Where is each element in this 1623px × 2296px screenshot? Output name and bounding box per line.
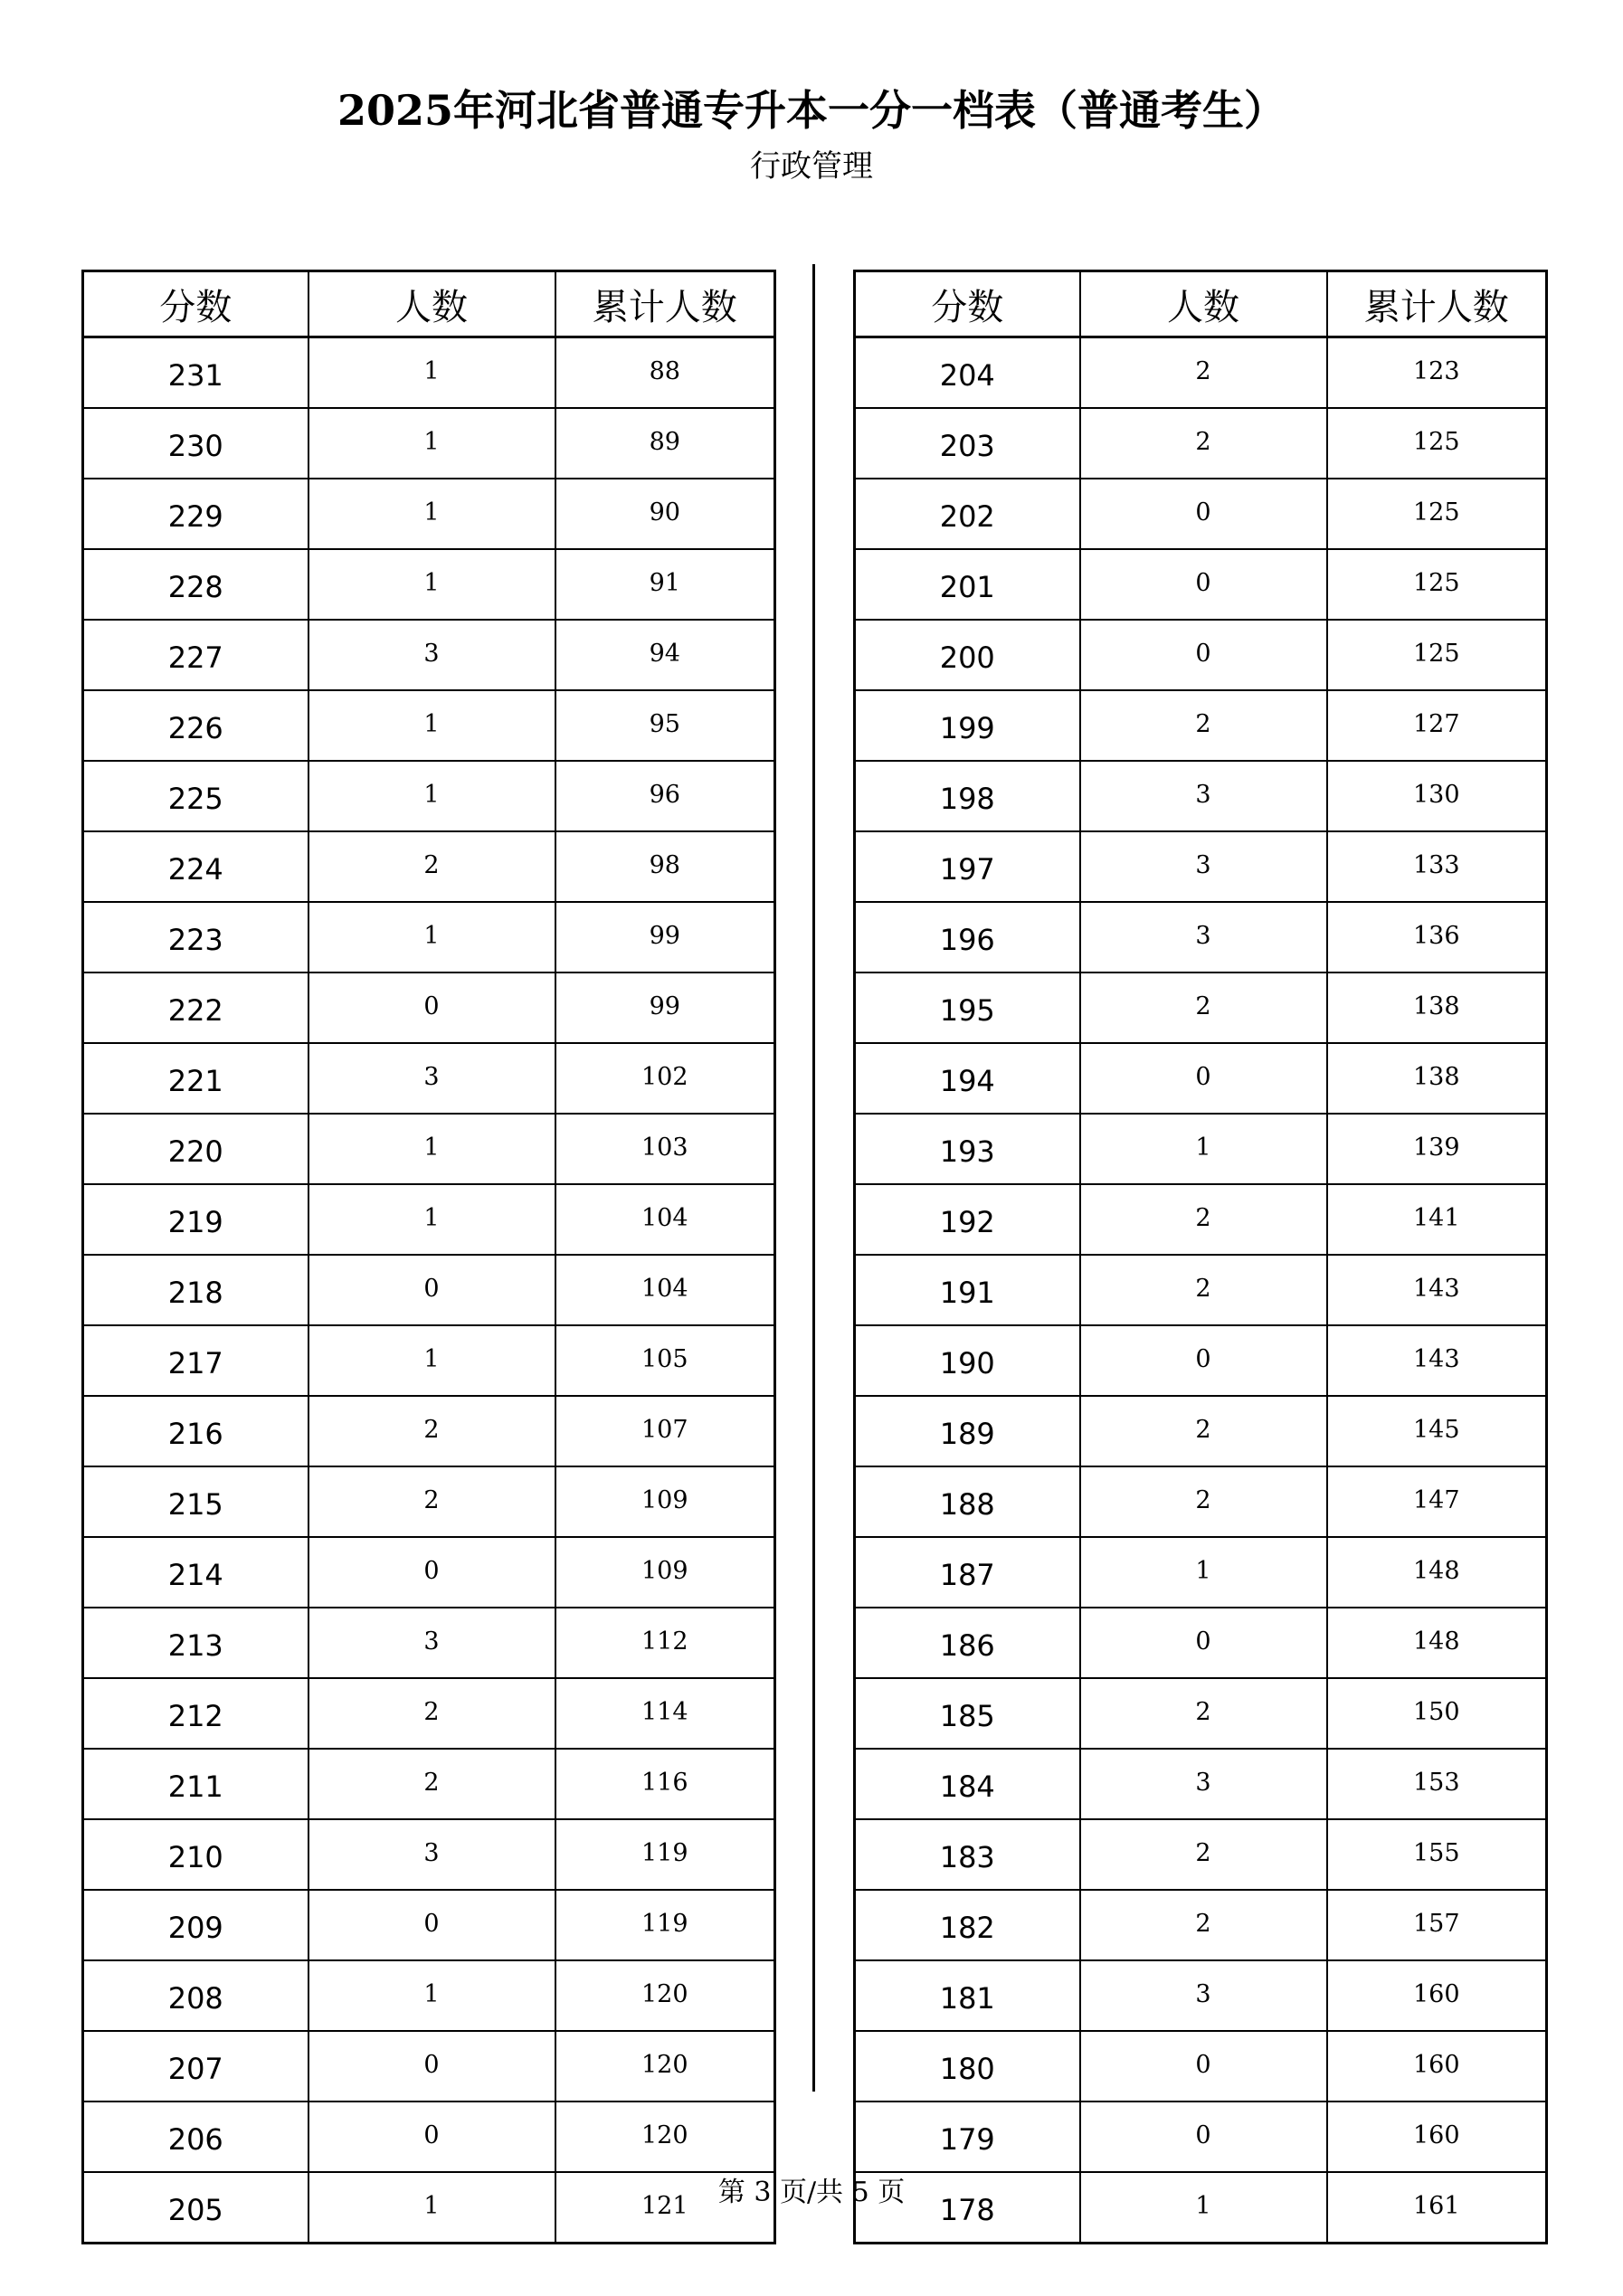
score-cell: 185 <box>855 1678 1080 1749</box>
table-row <box>855 1184 1547 1255</box>
table-row <box>855 1890 1547 1960</box>
cumulative-cell: 89 <box>555 408 775 479</box>
score-cell: 194 <box>855 1043 1080 1114</box>
count-cell: 2 <box>1080 1678 1327 1749</box>
table-row <box>855 479 1547 549</box>
cumulative-cell: 104 <box>555 1184 775 1255</box>
cumulative-cell: 143 <box>1327 1255 1547 1325</box>
count-cell: 0 <box>308 1537 555 1608</box>
score-cell: 193 <box>855 1114 1080 1184</box>
score-cell: 207 <box>83 2031 308 2102</box>
table-row <box>83 1819 775 1890</box>
score-cell: 205 <box>83 2172 308 2244</box>
score-cell: 197 <box>855 831 1080 902</box>
count-cell: 1 <box>308 1325 555 1396</box>
score-cell: 210 <box>83 1819 308 1890</box>
cumulative-cell: 153 <box>1327 1749 1547 1819</box>
score-cell: 229 <box>83 479 308 549</box>
score-cell: 189 <box>855 1396 1080 1466</box>
cumulative-cell: 98 <box>555 831 775 902</box>
header-cumulative: 累计人数 <box>1327 271 1547 337</box>
score-cell: 191 <box>855 1255 1080 1325</box>
count-cell: 1 <box>308 1114 555 1184</box>
count-cell: 1 <box>308 1960 555 2031</box>
cumulative-cell: 95 <box>555 690 775 761</box>
count-cell: 1 <box>1080 2172 1327 2244</box>
table-row <box>855 1255 1547 1325</box>
count-cell: 2 <box>1080 972 1327 1043</box>
count-cell: 2 <box>1080 1396 1327 1466</box>
cumulative-cell: 148 <box>1327 1608 1547 1678</box>
score-cell: 178 <box>855 2172 1080 2244</box>
count-cell: 2 <box>308 1749 555 1819</box>
cumulative-cell: 125 <box>1327 549 1547 620</box>
cumulative-cell: 119 <box>555 1890 775 1960</box>
table-row <box>855 1114 1547 1184</box>
table-header-row <box>855 271 1547 337</box>
score-cell: 206 <box>83 2102 308 2172</box>
cumulative-cell: 112 <box>555 1608 775 1678</box>
column-divider <box>812 264 815 2092</box>
count-cell: 3 <box>308 620 555 690</box>
count-cell: 0 <box>1080 2102 1327 2172</box>
table-row <box>83 1749 775 1819</box>
score-cell: 179 <box>855 2102 1080 2172</box>
count-cell: 2 <box>1080 690 1327 761</box>
count-cell: 1 <box>308 902 555 972</box>
table-body-left <box>83 337 775 2244</box>
table-row <box>855 2102 1547 2172</box>
cumulative-cell: 99 <box>555 902 775 972</box>
cumulative-cell: 150 <box>1327 1678 1547 1749</box>
table-row <box>855 2031 1547 2102</box>
table-row <box>83 337 775 409</box>
score-cell: 223 <box>83 902 308 972</box>
count-cell: 1 <box>308 549 555 620</box>
table-row <box>83 972 775 1043</box>
score-cell: 196 <box>855 902 1080 972</box>
table-row <box>83 1255 775 1325</box>
cumulative-cell: 138 <box>1327 1043 1547 1114</box>
table-header-row <box>83 271 775 337</box>
score-cell: 220 <box>83 1114 308 1184</box>
cumulative-cell: 123 <box>1327 337 1547 409</box>
cumulative-cell: 90 <box>555 479 775 549</box>
score-cell: 222 <box>83 972 308 1043</box>
table-row <box>855 1396 1547 1466</box>
score-cell: 230 <box>83 408 308 479</box>
table-row <box>855 1608 1547 1678</box>
table-row <box>83 1890 775 1960</box>
cumulative-cell: 114 <box>555 1678 775 1749</box>
count-cell: 2 <box>1080 1466 1327 1537</box>
count-cell: 2 <box>1080 408 1327 479</box>
score-cell: 214 <box>83 1537 308 1608</box>
count-cell: 1 <box>308 337 555 409</box>
cumulative-cell: 160 <box>1327 1960 1547 2031</box>
score-cell: 198 <box>855 761 1080 831</box>
count-cell: 2 <box>308 1466 555 1537</box>
table-row <box>855 1466 1547 1537</box>
count-cell: 2 <box>1080 337 1327 409</box>
table-row <box>83 690 775 761</box>
count-cell: 1 <box>308 761 555 831</box>
score-cell: 200 <box>855 620 1080 690</box>
count-cell: 2 <box>308 831 555 902</box>
cumulative-cell: 143 <box>1327 1325 1547 1396</box>
score-cell: 231 <box>83 337 308 409</box>
cumulative-cell: 120 <box>555 2102 775 2172</box>
count-cell: 0 <box>1080 479 1327 549</box>
table-row <box>83 1608 775 1678</box>
score-cell: 209 <box>83 1890 308 1960</box>
score-cell: 215 <box>83 1466 308 1537</box>
score-cell: 216 <box>83 1396 308 1466</box>
count-cell: 0 <box>1080 620 1327 690</box>
cumulative-cell: 96 <box>555 761 775 831</box>
count-cell: 1 <box>308 2172 555 2244</box>
table-row <box>83 1043 775 1114</box>
count-cell: 2 <box>308 1678 555 1749</box>
cumulative-cell: 147 <box>1327 1466 1547 1537</box>
table-row <box>83 2031 775 2102</box>
count-cell: 0 <box>1080 1325 1327 1396</box>
count-cell: 0 <box>308 972 555 1043</box>
cumulative-cell: 145 <box>1327 1396 1547 1466</box>
count-cell: 0 <box>308 2031 555 2102</box>
score-cell: 217 <box>83 1325 308 1396</box>
score-cell: 192 <box>855 1184 1080 1255</box>
table-row <box>83 2102 775 2172</box>
count-cell: 0 <box>1080 2031 1327 2102</box>
count-cell: 3 <box>1080 1749 1327 1819</box>
score-cell: 204 <box>855 337 1080 409</box>
count-cell: 2 <box>1080 1890 1327 1960</box>
cumulative-cell: 136 <box>1327 902 1547 972</box>
score-cell: 195 <box>855 972 1080 1043</box>
table-row <box>83 831 775 902</box>
table-row <box>855 902 1547 972</box>
cumulative-cell: 125 <box>1327 408 1547 479</box>
table-row <box>855 690 1547 761</box>
table-row <box>855 1043 1547 1114</box>
table-row <box>855 1960 1547 2031</box>
score-cell: 181 <box>855 1960 1080 2031</box>
score-cell: 199 <box>855 690 1080 761</box>
table-row <box>855 972 1547 1043</box>
cumulative-cell: 148 <box>1327 1537 1547 1608</box>
score-table-left <box>81 270 776 2244</box>
cumulative-cell: 102 <box>555 1043 775 1114</box>
cumulative-cell: 160 <box>1327 2102 1547 2172</box>
table-row <box>83 620 775 690</box>
score-cell: 221 <box>83 1043 308 1114</box>
score-cell: 208 <box>83 1960 308 2031</box>
cumulative-cell: 105 <box>555 1325 775 1396</box>
count-cell: 3 <box>1080 1960 1327 2031</box>
header-count: 人数 <box>308 271 555 337</box>
count-cell: 2 <box>1080 1819 1327 1890</box>
score-cell: 190 <box>855 1325 1080 1396</box>
cumulative-cell: 88 <box>555 337 775 409</box>
count-cell: 0 <box>308 1890 555 1960</box>
table-row <box>855 1749 1547 1819</box>
cumulative-cell: 127 <box>1327 690 1547 761</box>
cumulative-cell: 109 <box>555 1537 775 1608</box>
table-row <box>855 1325 1547 1396</box>
table-row <box>83 1396 775 1466</box>
count-cell: 2 <box>1080 1255 1327 1325</box>
score-cell: 226 <box>83 690 308 761</box>
page-footer: 第 3 页/共 5 页 <box>717 2177 906 2208</box>
cumulative-cell: 91 <box>555 549 775 620</box>
count-cell: 1 <box>308 408 555 479</box>
cumulative-cell: 119 <box>555 1819 775 1890</box>
count-cell: 1 <box>308 690 555 761</box>
score-cell: 202 <box>855 479 1080 549</box>
table-row <box>855 337 1547 409</box>
score-cell: 225 <box>83 761 308 831</box>
page-title: 2025年河北省普通专升本一分一档表（普通考生） <box>337 86 1286 135</box>
cumulative-cell: 120 <box>555 1960 775 2031</box>
table-row <box>83 1537 775 1608</box>
score-cell: 203 <box>855 408 1080 479</box>
table-row <box>855 1819 1547 1890</box>
cumulative-cell: 130 <box>1327 761 1547 831</box>
cumulative-cell: 125 <box>1327 620 1547 690</box>
count-cell: 3 <box>1080 902 1327 972</box>
table-row <box>855 831 1547 902</box>
count-cell: 0 <box>308 2102 555 2172</box>
cumulative-cell: 125 <box>1327 479 1547 549</box>
count-cell: 1 <box>308 479 555 549</box>
score-cell: 180 <box>855 2031 1080 2102</box>
score-cell: 201 <box>855 549 1080 620</box>
count-cell: 1 <box>1080 1537 1327 1608</box>
count-cell: 2 <box>1080 1184 1327 1255</box>
score-cell: 228 <box>83 549 308 620</box>
cumulative-cell: 139 <box>1327 1114 1547 1184</box>
table-row <box>83 902 775 972</box>
count-cell: 1 <box>308 1184 555 1255</box>
table-row <box>855 408 1547 479</box>
count-cell: 0 <box>308 1255 555 1325</box>
table-row <box>83 1466 775 1537</box>
count-cell: 3 <box>308 1043 555 1114</box>
cumulative-cell: 94 <box>555 620 775 690</box>
count-cell: 0 <box>1080 549 1327 620</box>
table-row <box>83 549 775 620</box>
score-cell: 188 <box>855 1466 1080 1537</box>
header-score: 分数 <box>855 271 1080 337</box>
table-row <box>855 1678 1547 1749</box>
score-cell: 224 <box>83 831 308 902</box>
score-cell: 218 <box>83 1255 308 1325</box>
table-row <box>83 479 775 549</box>
cumulative-cell: 161 <box>1327 2172 1547 2244</box>
count-cell: 3 <box>1080 831 1327 902</box>
table-row <box>83 1325 775 1396</box>
table-row <box>855 761 1547 831</box>
score-cell: 219 <box>83 1184 308 1255</box>
page-subtitle: 行政管理 <box>750 148 873 185</box>
score-cell: 213 <box>83 1608 308 1678</box>
table-row <box>855 549 1547 620</box>
cumulative-cell: 138 <box>1327 972 1547 1043</box>
cumulative-cell: 107 <box>555 1396 775 1466</box>
cumulative-cell: 99 <box>555 972 775 1043</box>
table-row <box>83 1960 775 2031</box>
score-cell: 182 <box>855 1890 1080 1960</box>
cumulative-cell: 155 <box>1327 1819 1547 1890</box>
table-row <box>83 408 775 479</box>
count-cell: 3 <box>1080 761 1327 831</box>
score-cell: 211 <box>83 1749 308 1819</box>
count-cell: 0 <box>1080 1043 1327 1114</box>
score-cell: 187 <box>855 1537 1080 1608</box>
count-cell: 3 <box>308 1608 555 1678</box>
count-cell: 0 <box>1080 1608 1327 1678</box>
table-body-right <box>855 337 1547 2244</box>
score-cell: 183 <box>855 1819 1080 1890</box>
table-row <box>83 761 775 831</box>
score-table-right <box>853 270 1548 2244</box>
table-row <box>83 1184 775 1255</box>
table-row <box>855 1537 1547 1608</box>
count-cell: 2 <box>308 1396 555 1466</box>
cumulative-cell: 104 <box>555 1255 775 1325</box>
cumulative-cell: 109 <box>555 1466 775 1537</box>
cumulative-cell: 121 <box>555 2172 775 2244</box>
table-row <box>855 620 1547 690</box>
cumulative-cell: 160 <box>1327 2031 1547 2102</box>
score-cell: 212 <box>83 1678 308 1749</box>
table-row <box>83 1678 775 1749</box>
table-row <box>83 1114 775 1184</box>
cumulative-cell: 133 <box>1327 831 1547 902</box>
score-cell: 186 <box>855 1608 1080 1678</box>
header-cumulative: 累计人数 <box>555 271 775 337</box>
count-cell: 3 <box>308 1819 555 1890</box>
cumulative-cell: 141 <box>1327 1184 1547 1255</box>
score-cell: 184 <box>855 1749 1080 1819</box>
header-score: 分数 <box>83 271 308 337</box>
score-cell: 227 <box>83 620 308 690</box>
cumulative-cell: 157 <box>1327 1890 1547 1960</box>
cumulative-cell: 103 <box>555 1114 775 1184</box>
cumulative-cell: 116 <box>555 1749 775 1819</box>
header-count: 人数 <box>1080 271 1327 337</box>
cumulative-cell: 120 <box>555 2031 775 2102</box>
count-cell: 1 <box>1080 1114 1327 1184</box>
